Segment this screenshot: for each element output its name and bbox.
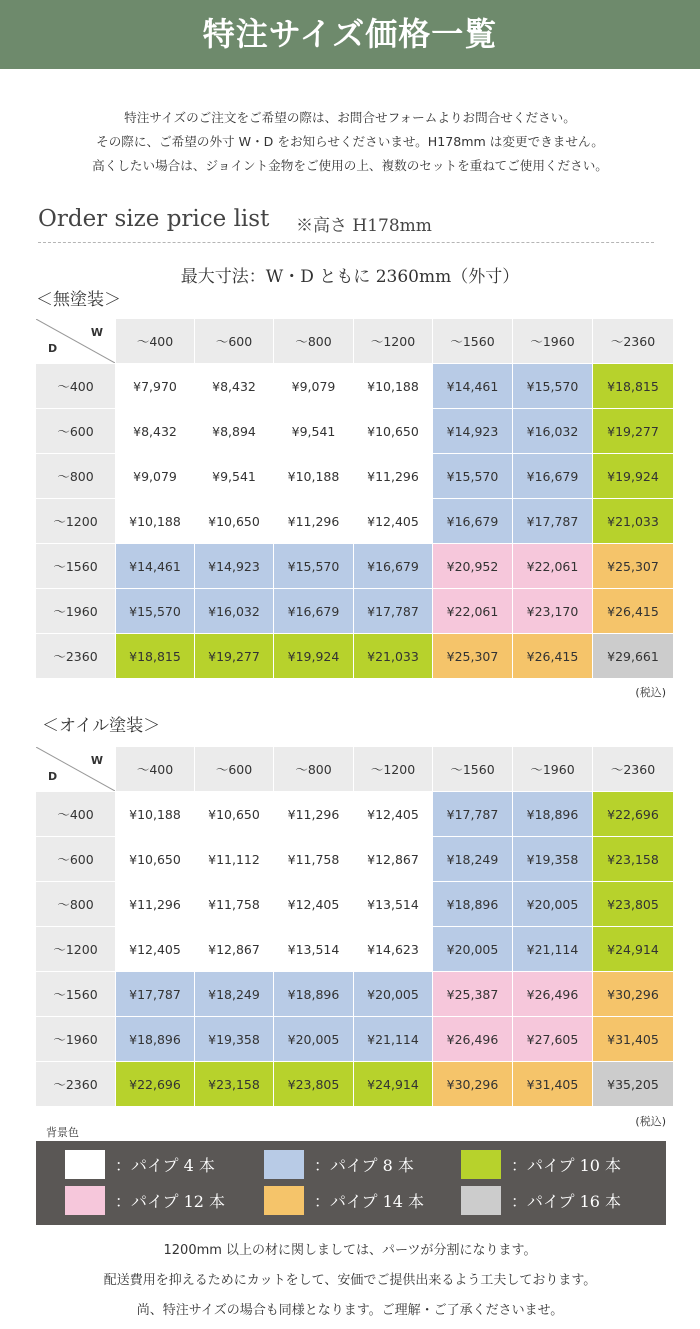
row-header: ～1560 [36,972,115,1016]
price-cell: ¥20,005 [354,972,432,1016]
order-size-heading: Order size price list [38,206,270,232]
price-cell: ¥17,787 [354,589,432,633]
column-header: ～800 [274,747,353,791]
row-header: ～1960 [36,1017,115,1061]
price-cell: ¥14,623 [354,927,432,971]
column-header: ～1560 [433,319,512,363]
price-cell: ¥12,867 [195,927,273,971]
row-header: ～1960 [36,589,115,633]
price-cell: ¥19,358 [513,837,592,881]
diagonal-line [36,747,115,791]
price-cell: ¥19,358 [195,1017,273,1061]
column-header: ～1560 [433,747,512,791]
price-cell: ¥15,570 [513,364,592,408]
row-header: ～1200 [36,927,115,971]
row-header: ～400 [36,792,115,836]
price-cell: ¥18,815 [593,364,673,408]
row-header: ～2360 [36,1062,115,1106]
column-header: ～1200 [354,747,432,791]
price-cell: ¥22,061 [433,589,512,633]
legend-item [65,1150,215,1179]
title-banner [0,0,700,69]
price-cell: ¥11,758 [195,882,273,926]
row-header: ～600 [36,837,115,881]
price-cell: ¥19,277 [195,634,273,678]
legend-label: ：パイプ 14 本 [314,1192,425,1211]
price-cell: ¥11,296 [354,454,432,498]
column-header: ～2360 [593,747,673,791]
price-cell: ¥10,650 [116,837,194,881]
column-header: ～2360 [593,319,673,363]
row-header: ～800 [36,882,115,926]
price-cell: ¥23,170 [513,589,592,633]
price-cell: ¥9,541 [274,409,353,453]
intro-text [0,106,700,178]
width-axis-label: W [90,754,103,767]
price-cell: ¥10,188 [116,499,194,543]
legend-title: 背景色 [46,1126,79,1139]
depth-axis-label: D [48,342,58,355]
color-swatch [65,1186,105,1215]
price-cell: ¥25,307 [593,544,673,588]
price-cell: ¥10,650 [195,792,273,836]
column-header: ～1960 [513,319,592,363]
price-cell: ¥18,249 [195,972,273,1016]
price-cell: ¥30,296 [433,1062,512,1106]
corner-header [36,747,115,791]
unfinished-section-label: ＜無塗装＞ [36,290,121,310]
price-cell: ¥19,277 [593,409,673,453]
price-cell: ¥20,005 [274,1017,353,1061]
price-cell: ¥21,033 [593,499,673,543]
column-header: ～800 [274,319,353,363]
price-cell: ¥15,570 [433,454,512,498]
price-cell: ¥25,387 [433,972,512,1016]
price-cell: ¥17,787 [116,972,194,1016]
column-header: ～1960 [513,747,592,791]
price-cell: ¥16,679 [274,589,353,633]
depth-axis-label: D [48,770,58,783]
legend-item [461,1186,621,1215]
row-header: ～1560 [36,544,115,588]
oil-finish-section-label: ＜オイル塗装＞ [42,716,161,736]
legend-item [264,1150,414,1179]
legend-item [65,1186,225,1215]
price-cell: ¥17,787 [513,499,592,543]
divider [38,242,654,243]
footer-line: 配送費用を抑えるためにカットをして、安価でご提供出来るよう工夫しております。 [103,1273,597,1288]
price-cell: ¥19,924 [593,454,673,498]
price-cell: ¥11,296 [116,882,194,926]
price-cell: ¥17,787 [433,792,512,836]
price-cell: ¥16,679 [513,454,592,498]
legend-label: ：パイプ 4 本 [115,1156,215,1175]
price-cell: ¥30,296 [593,972,673,1016]
price-cell: ¥14,461 [433,364,512,408]
price-cell: ¥23,805 [593,882,673,926]
price-cell: ¥12,405 [274,882,353,926]
page-title: 特注サイズ価格一覧 [202,15,498,53]
row-header: ～600 [36,409,115,453]
price-cell: ¥18,896 [433,882,512,926]
price-cell: ¥22,061 [513,544,592,588]
price-cell: ¥18,815 [116,634,194,678]
diagonal-line [36,319,115,363]
width-axis-label: W [90,326,103,339]
legend-label: ：パイプ 10 本 [511,1156,622,1175]
color-legend [36,1141,666,1225]
price-cell: ¥15,570 [274,544,353,588]
price-cell: ¥23,158 [593,837,673,881]
footer-line: 1200mm 以上の材に関しましては、パーツが分割になります。 [163,1243,537,1258]
legend-label: ：パイプ 16 本 [511,1192,622,1211]
column-header: ～600 [195,319,273,363]
price-cell: ¥22,696 [593,792,673,836]
price-cell: ¥8,894 [195,409,273,453]
price-cell: ¥11,296 [274,792,353,836]
price-cell: ¥16,032 [513,409,592,453]
price-cell: ¥20,005 [433,927,512,971]
price-cell: ¥10,650 [195,499,273,543]
price-cell: ¥8,432 [116,409,194,453]
footer-line: 尚、特注サイズの場合も同様となります。ご理解・ご了承くださいませ。 [136,1303,564,1318]
color-swatch [461,1186,501,1215]
price-cell: ¥24,914 [593,927,673,971]
price-cell: ¥27,605 [513,1017,592,1061]
price-cell: ¥18,896 [116,1017,194,1061]
price-cell: ¥10,650 [354,409,432,453]
price-cell: ¥18,249 [433,837,512,881]
color-swatch [264,1150,304,1179]
price-cell: ¥21,033 [354,634,432,678]
price-cell: ¥23,158 [195,1062,273,1106]
corner-header [36,319,115,363]
price-cell: ¥16,032 [195,589,273,633]
row-header: ～400 [36,364,115,408]
price-cell: ¥26,415 [593,589,673,633]
intro-line: 特注サイズのご注文をご希望の際は、お問合せフォームよりお問合せください。 [124,110,576,125]
price-cell: ¥12,405 [354,792,432,836]
price-cell: ¥14,923 [433,409,512,453]
color-swatch [461,1150,501,1179]
legend-label: ：パイプ 8 本 [314,1156,414,1175]
legend-item [461,1150,621,1179]
price-cell: ¥22,696 [116,1062,194,1106]
price-cell: ¥20,005 [513,882,592,926]
price-cell: ¥12,867 [354,837,432,881]
price-cell: ¥10,188 [274,454,353,498]
price-cell: ¥25,307 [433,634,512,678]
column-header: ～1200 [354,319,432,363]
price-cell: ¥7,970 [116,364,194,408]
price-cell: ¥14,461 [116,544,194,588]
column-header: ～400 [116,319,194,363]
oil-finish-price-table [36,747,666,1106]
price-cell: ¥23,805 [274,1062,353,1106]
max-size-note: 最大寸法：W・D ともに 2360mm（外寸） [180,267,520,287]
price-cell: ¥21,114 [354,1017,432,1061]
price-cell: ¥10,188 [354,364,432,408]
price-cell: ¥16,679 [433,499,512,543]
tax-note: (税込) [635,686,666,699]
price-cell: ¥9,079 [274,364,353,408]
row-header: ～800 [36,454,115,498]
color-swatch [65,1150,105,1179]
price-cell: ¥24,914 [354,1062,432,1106]
price-cell: ¥9,541 [195,454,273,498]
column-header: ～400 [116,747,194,791]
price-cell: ¥10,188 [116,792,194,836]
price-cell: ¥13,514 [274,927,353,971]
tax-note: (税込) [635,1115,666,1128]
price-cell: ¥13,514 [354,882,432,926]
price-cell: ¥26,496 [433,1017,512,1061]
price-cell: ¥29,661 [593,634,673,678]
price-cell: ¥20,952 [433,544,512,588]
price-cell: ¥11,112 [195,837,273,881]
price-cell: ¥18,896 [513,792,592,836]
price-cell: ¥11,296 [274,499,353,543]
price-cell: ¥14,923 [195,544,273,588]
unfinished-price-table [36,319,666,678]
price-cell: ¥19,924 [274,634,353,678]
row-header: ～1200 [36,499,115,543]
price-cell: ¥26,415 [513,634,592,678]
height-note: ※高さ H178mm [296,216,432,236]
price-cell: ¥35,205 [593,1062,673,1106]
price-cell: ¥21,114 [513,927,592,971]
legend-item [264,1186,424,1215]
price-cell: ¥18,896 [274,972,353,1016]
price-cell: ¥15,570 [116,589,194,633]
footer-notes [0,1236,700,1326]
color-swatch [264,1186,304,1215]
price-cell: ¥12,405 [116,927,194,971]
column-header: ～600 [195,747,273,791]
price-cell: ¥8,432 [195,364,273,408]
price-cell: ¥12,405 [354,499,432,543]
price-cell: ¥16,679 [354,544,432,588]
row-header: ～2360 [36,634,115,678]
price-cell: ¥26,496 [513,972,592,1016]
price-cell: ¥31,405 [593,1017,673,1061]
price-cell: ¥11,758 [274,837,353,881]
legend-label: ：パイプ 12 本 [115,1192,226,1211]
intro-line: 高くしたい場合は、ジョイント金物をご使用の上、複数のセットを重ねてご使用ください。 [92,158,608,173]
price-cell: ¥9,079 [116,454,194,498]
intro-line: その際に、ご希望の外寸 W・D をお知らせくださいませ。H178mm は変更できません。 [96,134,604,149]
price-cell: ¥31,405 [513,1062,592,1106]
